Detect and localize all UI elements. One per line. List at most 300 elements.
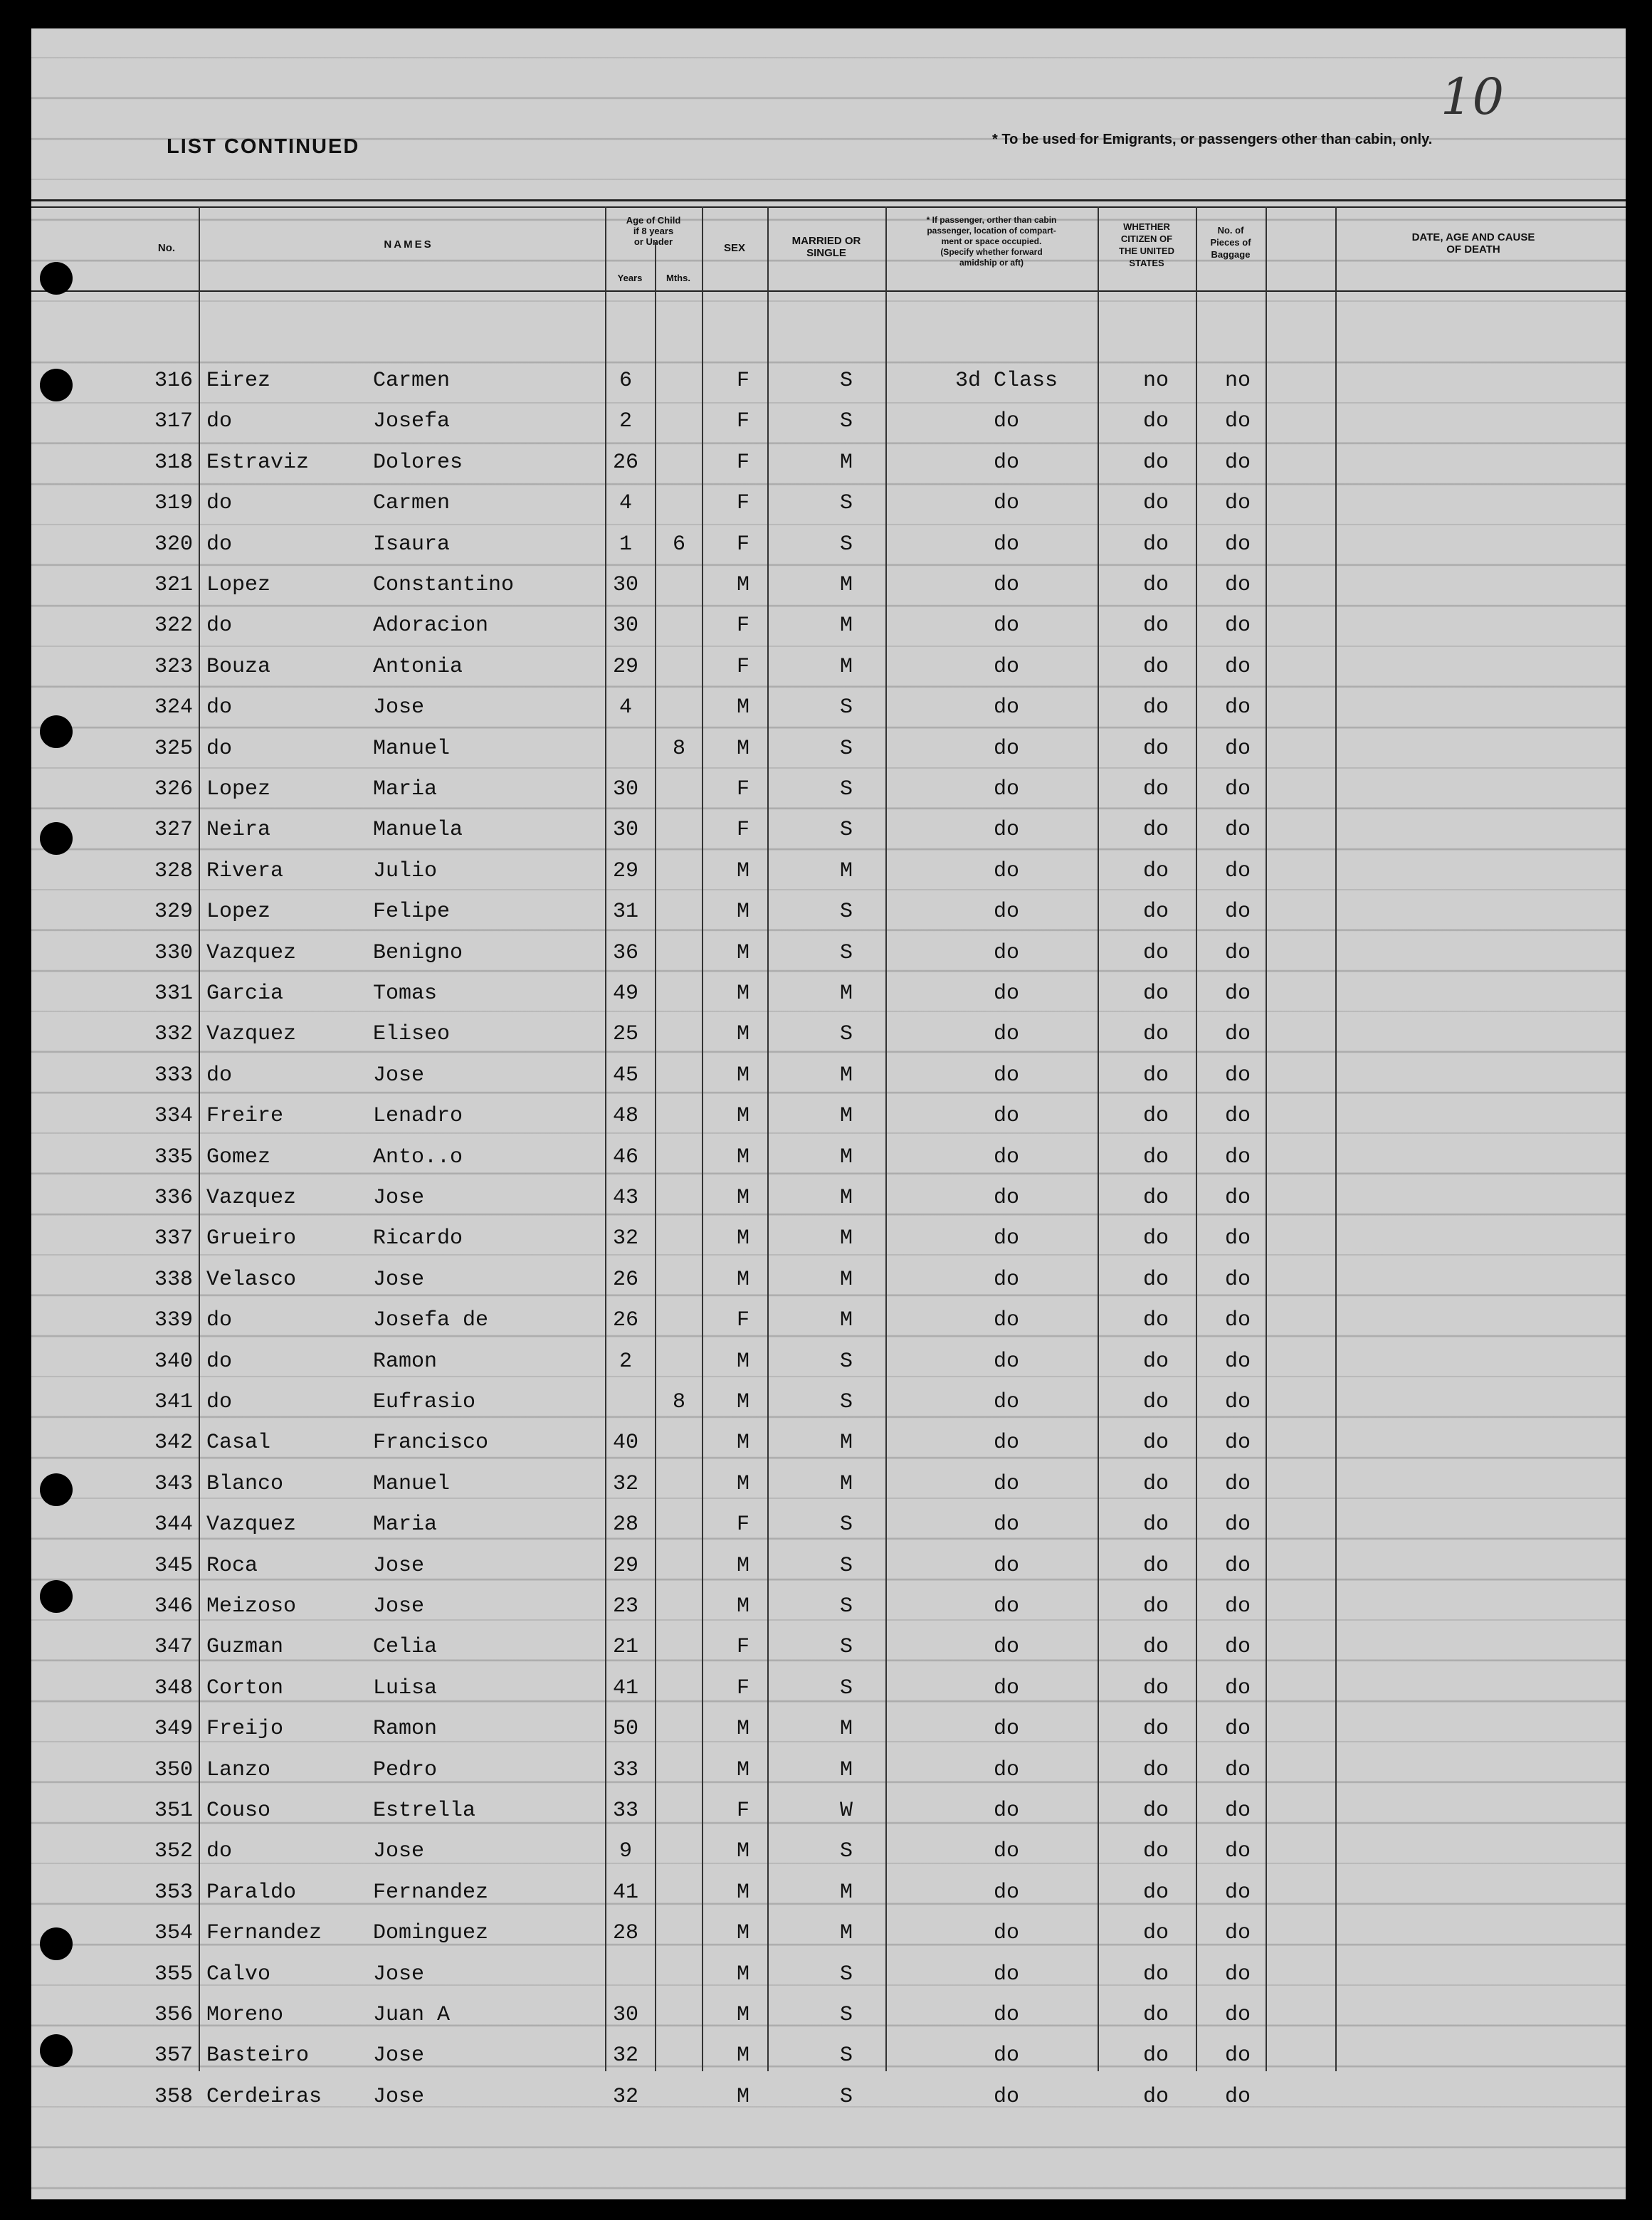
passenger-row xyxy=(31,1629,1626,1670)
age-years: 2 xyxy=(619,1349,632,1374)
surname: Rivera xyxy=(206,858,284,883)
surname: Vazquez xyxy=(206,1186,297,1210)
age-years: 4 xyxy=(619,695,632,720)
row-number: 326 xyxy=(154,777,193,801)
sex: M xyxy=(736,1186,749,1210)
baggage-pieces: do xyxy=(1224,1594,1251,1619)
marital-status: M xyxy=(839,1717,853,1742)
surname: Casal xyxy=(206,1431,271,1456)
passenger-row xyxy=(31,1589,1626,1629)
row-number: 323 xyxy=(154,654,193,679)
row-number: 348 xyxy=(154,1675,193,1700)
given-name: Eufrasio xyxy=(373,1390,476,1414)
sex: F xyxy=(736,818,749,843)
surname: do xyxy=(206,1390,233,1414)
surname: do xyxy=(206,614,233,638)
baggage-pieces: do xyxy=(1224,818,1251,843)
row-number: 321 xyxy=(154,573,193,597)
age-years: 49 xyxy=(612,982,638,1006)
us-citizen: do xyxy=(1142,858,1169,883)
accommodation-class: do xyxy=(993,1921,1019,1946)
marital-status: S xyxy=(839,1635,853,1660)
age-years: 32 xyxy=(612,1471,638,1496)
age-years: 28 xyxy=(612,1513,638,1537)
row-number: 354 xyxy=(154,1921,193,1946)
row-number: 347 xyxy=(154,1635,193,1660)
surname: do xyxy=(206,736,233,761)
accommodation-class: do xyxy=(993,1267,1019,1292)
given-name: Jose xyxy=(373,2084,425,2109)
marital-status: S xyxy=(839,695,853,720)
baggage-pieces: no xyxy=(1224,369,1251,393)
accommodation-class: do xyxy=(993,1022,1019,1047)
passenger-row xyxy=(31,731,1626,772)
marital-status: S xyxy=(839,1962,853,1987)
surname: do xyxy=(206,1308,233,1333)
us-citizen: do xyxy=(1142,491,1169,516)
age-years: 30 xyxy=(612,614,638,638)
accommodation-class: do xyxy=(993,1839,1019,1864)
surname: Bouza xyxy=(206,654,271,679)
sex: M xyxy=(736,1471,749,1496)
baggage-pieces: do xyxy=(1224,2003,1251,2027)
marital-status: S xyxy=(839,491,853,516)
sex: M xyxy=(736,1104,749,1129)
age-years: 46 xyxy=(612,1145,638,1169)
baggage-pieces: do xyxy=(1224,1145,1251,1169)
accommodation-class: do xyxy=(993,1513,1019,1537)
surname: Calvo xyxy=(206,1962,271,1987)
age-years: 50 xyxy=(612,1717,638,1742)
sex: M xyxy=(736,940,749,965)
sex: F xyxy=(736,409,749,434)
us-citizen: do xyxy=(1142,2084,1169,2109)
given-name: Jose xyxy=(373,1267,425,1292)
us-citizen: do xyxy=(1142,1349,1169,1374)
given-name: Celia xyxy=(373,1635,438,1660)
given-name: Jose xyxy=(373,695,425,720)
age-years: 33 xyxy=(612,1799,638,1823)
col-header-names: NAMES xyxy=(384,238,433,251)
given-name: Jose xyxy=(373,2043,425,2068)
accommodation-class: do xyxy=(993,2003,1019,2027)
row-number: 329 xyxy=(154,900,193,925)
baggage-pieces: do xyxy=(1224,1226,1251,1251)
age-years: 21 xyxy=(612,1635,638,1660)
surname: Fernandez xyxy=(206,1921,322,1946)
us-citizen: do xyxy=(1142,1962,1169,1987)
marital-status: S xyxy=(839,900,853,925)
baggage-pieces: do xyxy=(1224,1757,1251,1782)
passenger-row xyxy=(31,935,1626,976)
baggage-pieces: do xyxy=(1224,1104,1251,1129)
age-years: 26 xyxy=(612,1308,638,1333)
sex: F xyxy=(736,1675,749,1700)
given-name: Jose xyxy=(373,1594,425,1619)
surname: Vazquez xyxy=(206,1513,297,1537)
us-citizen: do xyxy=(1142,2043,1169,2068)
header-top-rule xyxy=(31,199,1626,201)
passenger-row xyxy=(31,812,1626,853)
given-name: Maria xyxy=(373,777,438,801)
marital-status: S xyxy=(839,409,853,434)
passenger-row xyxy=(31,1344,1626,1384)
header-top-rule-2 xyxy=(31,206,1626,208)
given-name: Constantino xyxy=(373,573,515,597)
passenger-row xyxy=(31,1834,1626,1874)
given-name: Anto..o xyxy=(373,1145,463,1169)
accommodation-class: do xyxy=(993,1594,1019,1619)
sex: F xyxy=(736,450,749,475)
row-number: 337 xyxy=(154,1226,193,1251)
surname: do xyxy=(206,695,233,720)
row-number: 343 xyxy=(154,1471,193,1496)
surname: Paraldo xyxy=(206,1880,297,1905)
row-number: 346 xyxy=(154,1594,193,1619)
given-name: Antonia xyxy=(373,654,463,679)
age-years: 4 xyxy=(619,491,632,516)
sex: F xyxy=(736,369,749,393)
passenger-row xyxy=(31,1997,1626,2038)
sex: M xyxy=(736,1880,749,1905)
age-years: 28 xyxy=(612,1921,638,1946)
accommodation-class: do xyxy=(993,532,1019,557)
marital-status: S xyxy=(839,532,853,557)
row-number: 353 xyxy=(154,1880,193,1905)
age-years: 36 xyxy=(612,940,638,965)
baggage-pieces: do xyxy=(1224,1308,1251,1333)
accommodation-class: do xyxy=(993,1757,1019,1782)
binder-hole xyxy=(40,369,73,401)
manifest-sheet xyxy=(31,28,1626,2199)
row-number: 357 xyxy=(154,2043,193,2068)
us-citizen: do xyxy=(1142,1717,1169,1742)
surname: Lopez xyxy=(206,573,271,597)
accommodation-class: do xyxy=(993,409,1019,434)
passenger-row xyxy=(31,772,1626,812)
col-header-age: Age of Child if 8 years or Under xyxy=(626,215,681,247)
passenger-row xyxy=(31,1098,1626,1139)
given-name: Maria xyxy=(373,1513,438,1537)
accommodation-class: do xyxy=(993,1431,1019,1456)
baggage-pieces: do xyxy=(1224,532,1251,557)
given-name: Josefa de xyxy=(373,1308,489,1333)
given-name: Ricardo xyxy=(373,1226,463,1251)
binder-hole xyxy=(40,715,73,748)
accommodation-class: do xyxy=(993,1063,1019,1088)
us-citizen: do xyxy=(1142,1186,1169,1210)
row-number: 349 xyxy=(154,1717,193,1742)
row-number: 324 xyxy=(154,695,193,720)
surname: Vazquez xyxy=(206,940,297,965)
row-number: 342 xyxy=(154,1431,193,1456)
baggage-pieces: do xyxy=(1224,1431,1251,1456)
baggage-pieces: do xyxy=(1224,654,1251,679)
baggage-pieces: do xyxy=(1224,1717,1251,1742)
us-citizen: do xyxy=(1142,1390,1169,1414)
baggage-pieces: do xyxy=(1224,1675,1251,1700)
baggage-pieces: do xyxy=(1224,1063,1251,1088)
given-name: Benigno xyxy=(373,940,463,965)
surname: do xyxy=(206,532,233,557)
marital-status: S xyxy=(839,1349,853,1374)
us-citizen: do xyxy=(1142,1921,1169,1946)
passenger-row xyxy=(31,1016,1626,1057)
marital-status: S xyxy=(839,1513,853,1537)
age-years: 30 xyxy=(612,818,638,843)
binder-hole xyxy=(40,1927,73,1960)
surname: do xyxy=(206,1839,233,1864)
baggage-pieces: do xyxy=(1224,491,1251,516)
given-name: Adoracion xyxy=(373,614,489,638)
row-number: 350 xyxy=(154,1757,193,1782)
emigrants-note: * To be used for Emigrants, or passengers other than cabin, only. xyxy=(992,132,1433,147)
row-number: 338 xyxy=(154,1267,193,1292)
given-name: Tomas xyxy=(373,982,438,1006)
baggage-pieces: do xyxy=(1224,1349,1251,1374)
given-name: Lenadro xyxy=(373,1104,463,1129)
accommodation-class: do xyxy=(993,818,1019,843)
sex: M xyxy=(736,1145,749,1169)
us-citizen: do xyxy=(1142,1553,1169,1578)
sex: M xyxy=(736,1962,749,1987)
sex: M xyxy=(736,2003,749,2027)
row-number: 339 xyxy=(154,1308,193,1333)
sex: M xyxy=(736,900,749,925)
marital-status: M xyxy=(839,654,853,679)
col-header-citizen: WHETHER CITIZEN OF THE UNITED STATES xyxy=(1119,221,1174,268)
baggage-pieces: do xyxy=(1224,1267,1251,1292)
surname: do xyxy=(206,1063,233,1088)
passenger-row xyxy=(31,567,1626,608)
accommodation-class: do xyxy=(993,2043,1019,2068)
us-citizen: do xyxy=(1142,1104,1169,1129)
accommodation-class: do xyxy=(993,654,1019,679)
given-name: Josefa xyxy=(373,409,451,434)
accommodation-class: do xyxy=(993,1880,1019,1905)
given-name: Ramon xyxy=(373,1717,438,1742)
surname: Lopez xyxy=(206,777,271,801)
baggage-pieces: do xyxy=(1224,777,1251,801)
given-name: Jose xyxy=(373,1553,425,1578)
surname: Couso xyxy=(206,1799,271,1823)
age-years: 45 xyxy=(612,1063,638,1088)
list-continued-label: LIST CONTINUED xyxy=(167,135,360,158)
marital-status: S xyxy=(839,1675,853,1700)
accommodation-class: do xyxy=(993,1675,1019,1700)
baggage-pieces: do xyxy=(1224,2084,1251,2109)
surname: Velasco xyxy=(206,1267,297,1292)
row-number: 318 xyxy=(154,450,193,475)
sex: F xyxy=(736,654,749,679)
row-number: 358 xyxy=(154,2084,193,2109)
accommodation-class: do xyxy=(993,1799,1019,1823)
given-name: Jose xyxy=(373,1063,425,1088)
surname: Lanzo xyxy=(206,1757,271,1782)
accommodation-class: do xyxy=(993,858,1019,883)
row-number: 344 xyxy=(154,1513,193,1537)
us-citizen: do xyxy=(1142,1226,1169,1251)
us-citizen: no xyxy=(1142,369,1169,393)
us-citizen: do xyxy=(1142,818,1169,843)
given-name: Ramon xyxy=(373,1349,438,1374)
passenger-row xyxy=(31,1058,1626,1098)
sex: F xyxy=(736,491,749,516)
given-name: Julio xyxy=(373,858,438,883)
accommodation-class: do xyxy=(993,1717,1019,1742)
accommodation-class: do xyxy=(993,1471,1019,1496)
marital-status: S xyxy=(839,1839,853,1864)
marital-status: S xyxy=(839,2003,853,2027)
accommodation-class: do xyxy=(993,2084,1019,2109)
given-name: Carmen xyxy=(373,369,451,393)
row-number: 328 xyxy=(154,858,193,883)
baggage-pieces: do xyxy=(1224,1513,1251,1537)
binder-hole xyxy=(40,1580,73,1613)
surname: Garcia xyxy=(206,982,284,1006)
given-name: Manuela xyxy=(373,818,463,843)
surname: Moreno xyxy=(206,2003,284,2027)
passenger-row xyxy=(31,1507,1626,1547)
sex: M xyxy=(736,1553,749,1578)
us-citizen: do xyxy=(1142,1757,1169,1782)
binder-hole xyxy=(40,262,73,295)
passenger-row xyxy=(31,445,1626,485)
sex: F xyxy=(736,614,749,638)
baggage-pieces: do xyxy=(1224,1839,1251,1864)
us-citizen: do xyxy=(1142,450,1169,475)
age-years: 29 xyxy=(612,858,638,883)
given-name: Estrella xyxy=(373,1799,476,1823)
sex: M xyxy=(736,1717,749,1742)
baggage-pieces: do xyxy=(1224,614,1251,638)
age-years: 30 xyxy=(612,573,638,597)
row-number: 345 xyxy=(154,1553,193,1578)
surname: Blanco xyxy=(206,1471,284,1496)
passenger-row xyxy=(31,894,1626,935)
page-number: 10 xyxy=(1441,68,1505,126)
passenger-row xyxy=(31,485,1626,526)
sex: M xyxy=(736,2084,749,2109)
col-header-sex: SEX xyxy=(723,242,745,254)
given-name: Juan A xyxy=(373,2003,451,2027)
passenger-row xyxy=(31,527,1626,567)
surname: Neira xyxy=(206,818,271,843)
row-number: 333 xyxy=(154,1063,193,1088)
age-years: 25 xyxy=(612,1022,638,1047)
us-citizen: do xyxy=(1142,1145,1169,1169)
surname: Grueiro xyxy=(206,1226,297,1251)
passenger-row xyxy=(31,1303,1626,1343)
passenger-row xyxy=(31,363,1626,404)
marital-status: M xyxy=(839,614,853,638)
passenger-row xyxy=(31,1384,1626,1425)
marital-status: M xyxy=(839,1186,853,1210)
given-name: Dolores xyxy=(373,450,463,475)
marital-status: S xyxy=(839,1594,853,1619)
col-header-no: No. xyxy=(157,242,176,254)
given-name: Manuel xyxy=(373,1471,451,1496)
us-citizen: do xyxy=(1142,2003,1169,2027)
baggage-pieces: do xyxy=(1224,1799,1251,1823)
accommodation-class: do xyxy=(993,1104,1019,1129)
sex: M xyxy=(736,1757,749,1782)
passenger-row xyxy=(31,404,1626,444)
surname: Eirez xyxy=(206,369,271,393)
given-name: Luisa xyxy=(373,1675,438,1700)
surname: Cerdeiras xyxy=(206,2084,322,2109)
age-years: 43 xyxy=(612,1186,638,1210)
row-number: 317 xyxy=(154,409,193,434)
passenger-row xyxy=(31,1466,1626,1507)
us-citizen: do xyxy=(1142,1880,1169,1905)
marital-status: W xyxy=(839,1799,853,1823)
sex: M xyxy=(736,1063,749,1088)
baggage-pieces: do xyxy=(1224,695,1251,720)
sex: F xyxy=(736,1799,749,1823)
baggage-pieces: do xyxy=(1224,1553,1251,1578)
accommodation-class: do xyxy=(993,695,1019,720)
baggage-pieces: do xyxy=(1224,573,1251,597)
us-citizen: do xyxy=(1142,532,1169,557)
marital-status: M xyxy=(839,1226,853,1251)
accommodation-class: do xyxy=(993,1186,1019,1210)
given-name: Jose xyxy=(373,1962,425,1987)
accommodation-class: do xyxy=(993,1145,1019,1169)
us-citizen: do xyxy=(1142,982,1169,1006)
sex: M xyxy=(736,1022,749,1047)
accommodation-class: do xyxy=(993,940,1019,965)
accommodation-class: do xyxy=(993,1349,1019,1374)
marital-status: M xyxy=(839,1104,853,1129)
given-name: Carmen xyxy=(373,491,451,516)
marital-status: M xyxy=(839,1431,853,1456)
marital-status: S xyxy=(839,1390,853,1414)
passenger-row xyxy=(31,1793,1626,1834)
age-years: 41 xyxy=(612,1675,638,1700)
passenger-row xyxy=(31,649,1626,690)
baggage-pieces: do xyxy=(1224,736,1251,761)
passenger-row xyxy=(31,1671,1626,1711)
surname: Guzman xyxy=(206,1635,284,1660)
accommodation-class: do xyxy=(993,900,1019,925)
marital-status: S xyxy=(839,2043,853,2068)
surname: Gomez xyxy=(206,1145,271,1169)
us-citizen: do xyxy=(1142,1635,1169,1660)
surname: do xyxy=(206,491,233,516)
accommodation-class: do xyxy=(993,573,1019,597)
accommodation-class: 3d Class xyxy=(954,369,1058,393)
baggage-pieces: do xyxy=(1224,1880,1251,1905)
age-years: 1 xyxy=(619,532,632,557)
passenger-row xyxy=(31,690,1626,730)
sex: M xyxy=(736,2043,749,2068)
row-number: 332 xyxy=(154,1022,193,1047)
baggage-pieces: do xyxy=(1224,900,1251,925)
sex: M xyxy=(736,1594,749,1619)
accommodation-class: do xyxy=(993,736,1019,761)
surname: Roca xyxy=(206,1553,258,1578)
accommodation-class: do xyxy=(993,1962,1019,1987)
surname: Basteiro xyxy=(206,2043,310,2068)
marital-status: M xyxy=(839,1921,853,1946)
surname: Freijo xyxy=(206,1717,284,1742)
given-name: Isaura xyxy=(373,532,451,557)
row-number: 355 xyxy=(154,1962,193,1987)
passenger-row xyxy=(31,2038,1626,2078)
passenger-row xyxy=(31,1875,1626,1915)
age-years: 29 xyxy=(612,1553,638,1578)
